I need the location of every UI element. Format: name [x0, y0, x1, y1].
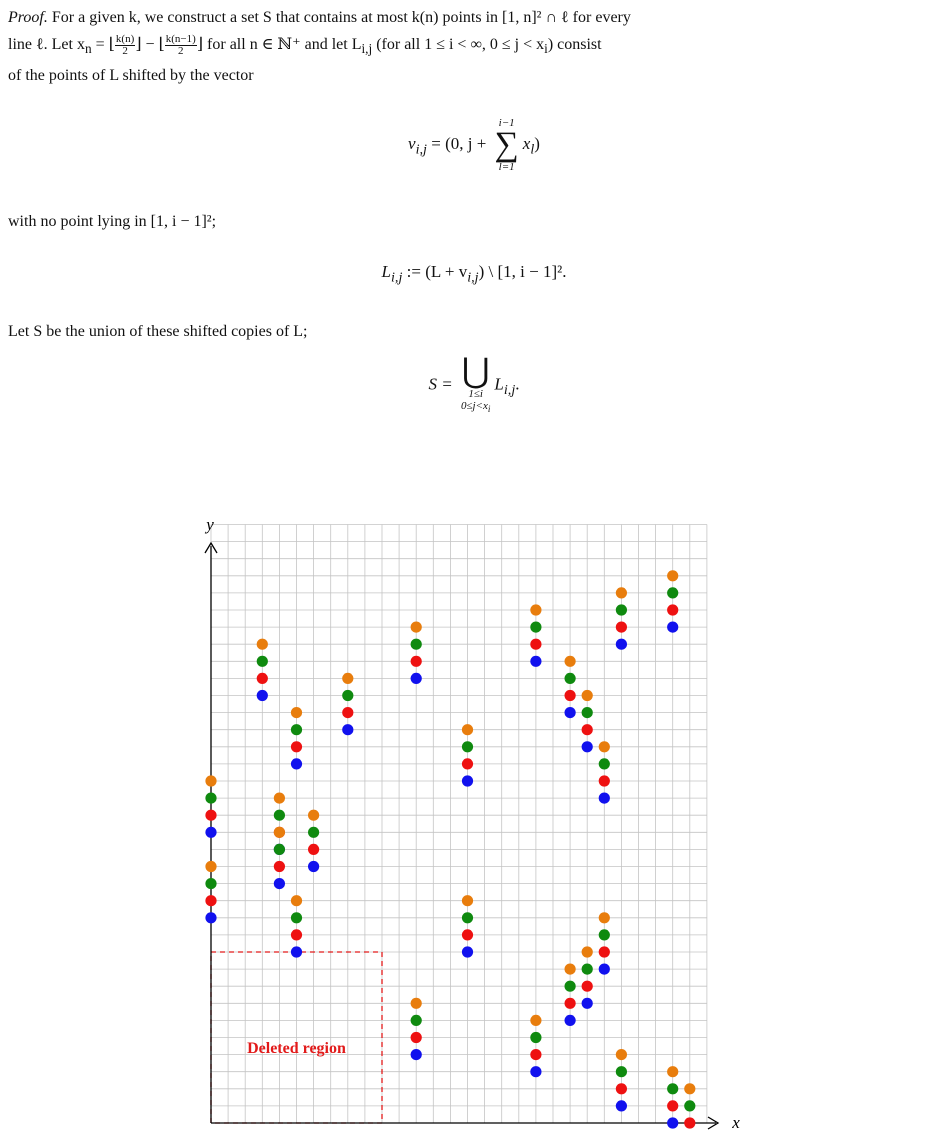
fraction-kn1-num: k(n−1)	[165, 32, 196, 45]
point-green	[599, 929, 610, 940]
point-orange	[274, 827, 285, 838]
eq2-rest: := (L + v	[402, 262, 468, 281]
point-green	[274, 844, 285, 855]
sum-lower-limit: l=1	[498, 161, 515, 173]
point-blue	[616, 639, 627, 650]
point-orange	[530, 1015, 541, 1026]
point-green	[291, 912, 302, 923]
point-red	[684, 1117, 695, 1128]
point-orange	[582, 690, 593, 701]
point-blue	[599, 964, 610, 975]
eq2-lhs: L	[381, 262, 391, 281]
eq2-rest-sub: i,j	[467, 269, 479, 286]
fraction-kn1-den: 2	[178, 44, 184, 57]
point-orange	[565, 964, 576, 975]
point-blue	[291, 946, 302, 957]
point-blue	[616, 1100, 627, 1111]
point-red	[530, 639, 541, 650]
point-green	[205, 793, 216, 804]
point-green	[274, 810, 285, 821]
point-orange	[530, 604, 541, 615]
point-red	[462, 929, 473, 940]
point-orange	[411, 998, 422, 1009]
point-green	[462, 741, 473, 752]
eq3-term-sub: i,j	[503, 381, 516, 398]
point-blue	[462, 946, 473, 957]
point-blue	[582, 998, 593, 1009]
point-orange	[411, 622, 422, 633]
point-red	[667, 1100, 678, 1111]
sum-upper-limit: i−1	[498, 117, 515, 129]
proof-text-2g: (for all 1 ≤ i < ∞, 0 ≤ j < x	[372, 36, 545, 53]
point-blue	[462, 775, 473, 786]
point-blue	[582, 741, 593, 752]
point-blue	[530, 1066, 541, 1077]
x-axis-label: x	[732, 1113, 740, 1132]
sum-symbol: ∑	[494, 126, 519, 163]
point-green	[291, 724, 302, 735]
proof-text-2d: ⌋ − ⌊	[135, 36, 165, 53]
point-orange	[667, 570, 678, 581]
eq1-lhs-sub: i,j	[415, 141, 427, 158]
point-green	[582, 707, 593, 718]
point-orange	[462, 895, 473, 906]
point-red	[291, 929, 302, 940]
point-green	[667, 1083, 678, 1094]
proof-text-2h: i	[544, 41, 548, 57]
point-orange	[291, 707, 302, 718]
point-orange	[205, 775, 216, 786]
proof-text-2e: ⌋ for all n ∈ ℕ⁺ and let L	[196, 36, 362, 53]
point-green	[684, 1100, 695, 1111]
point-red	[205, 895, 216, 906]
proof-text-2f: i,j	[361, 41, 373, 57]
point-red	[616, 1083, 627, 1094]
point-red	[291, 741, 302, 752]
point-green	[411, 1015, 422, 1026]
y-axis-label: y	[206, 515, 214, 534]
point-orange	[565, 656, 576, 667]
point-red	[342, 707, 353, 718]
eq1-close: )	[534, 133, 540, 153]
eq1-term: x	[522, 133, 531, 153]
point-green	[565, 673, 576, 684]
deleted-region-label: Deleted region	[247, 1039, 346, 1057]
point-orange	[599, 912, 610, 923]
point-red	[530, 1049, 541, 1060]
point-blue	[530, 656, 541, 667]
point-red	[582, 981, 593, 992]
point-orange	[257, 639, 268, 650]
eq3-term: L	[494, 374, 504, 394]
text-no-point: with no point lying in [1, i − 1]²;	[8, 213, 217, 230]
point-green	[599, 758, 610, 769]
eq3-end: .	[515, 374, 520, 394]
point-green	[616, 1066, 627, 1077]
point-green	[616, 604, 627, 615]
point-orange	[616, 587, 627, 598]
proof-text-2b: n	[84, 41, 92, 57]
point-orange	[308, 810, 319, 821]
point-orange	[291, 895, 302, 906]
eq1-open: = (0, j +	[426, 133, 491, 153]
point-red	[205, 810, 216, 821]
point-red	[462, 758, 473, 769]
point-blue	[342, 724, 353, 735]
proof-text-1: For a given k, we construct a set S that contains at most k(n) points in [1, n]² ∩ ℓ for every	[51, 9, 631, 26]
point-blue	[205, 827, 216, 838]
point-blue	[205, 912, 216, 923]
point-red	[565, 998, 576, 1009]
point-blue	[291, 758, 302, 769]
point-red	[308, 844, 319, 855]
eq2-lhs-sub: i,j	[390, 269, 403, 286]
union-symbol: ⋃	[461, 353, 490, 390]
point-orange	[684, 1083, 695, 1094]
point-green	[582, 964, 593, 975]
point-red	[274, 861, 285, 872]
point-blue	[667, 1117, 678, 1128]
grid-lines	[211, 525, 707, 1124]
point-blue	[599, 793, 610, 804]
point-green	[205, 878, 216, 889]
point-red	[565, 690, 576, 701]
text-let-s: Let S be the union of these shifted copies of L;	[8, 323, 308, 340]
union-limit-2-text: 0≤j<x	[460, 400, 488, 412]
point-blue	[411, 1049, 422, 1060]
point-orange	[582, 946, 593, 957]
point-orange	[205, 861, 216, 872]
point-blue	[565, 707, 576, 718]
proof-text-2a: line ℓ. Let x	[8, 36, 85, 53]
point-blue	[308, 861, 319, 872]
point-red	[411, 656, 422, 667]
point-green	[342, 690, 353, 701]
eq2-rest2: ) \ [1, i − 1]².	[478, 262, 567, 281]
point-orange	[342, 673, 353, 684]
point-red	[667, 604, 678, 615]
proof-text-2c: = ⌊	[91, 36, 115, 53]
proof-line-3: of the points of L shifted by the vector	[8, 67, 254, 85]
point-red	[411, 1032, 422, 1043]
point-red	[599, 775, 610, 786]
point-green	[667, 587, 678, 598]
point-green	[565, 981, 576, 992]
point-green	[530, 1032, 541, 1043]
point-orange	[616, 1049, 627, 1060]
point-green	[462, 912, 473, 923]
point-green	[257, 656, 268, 667]
point-blue	[257, 690, 268, 701]
point-blue	[565, 1015, 576, 1026]
point-red	[599, 946, 610, 957]
point-red	[582, 724, 593, 735]
proof-label: Proof.	[8, 9, 48, 26]
point-blue	[411, 673, 422, 684]
point-orange	[462, 724, 473, 735]
point-orange	[599, 741, 610, 752]
eq3-lhs: S =	[428, 374, 457, 394]
point-green	[308, 827, 319, 838]
eq1-lhs: v	[408, 133, 416, 153]
fraction-kn-den: 2	[122, 44, 128, 57]
eq1-term-sub: l	[530, 141, 535, 158]
union-limit-2-sub: i	[487, 404, 491, 415]
point-red	[257, 673, 268, 684]
point-green	[411, 639, 422, 650]
proof-text-2i: ) consist	[547, 36, 602, 53]
fraction-kn-num: k(n)	[115, 32, 135, 45]
point-orange	[274, 793, 285, 804]
point-red	[616, 622, 627, 633]
point-orange	[667, 1066, 678, 1077]
union-limit-1: 1≤i	[468, 388, 483, 400]
point-blue	[274, 878, 285, 889]
point-green	[530, 622, 541, 633]
point-blue	[667, 622, 678, 633]
